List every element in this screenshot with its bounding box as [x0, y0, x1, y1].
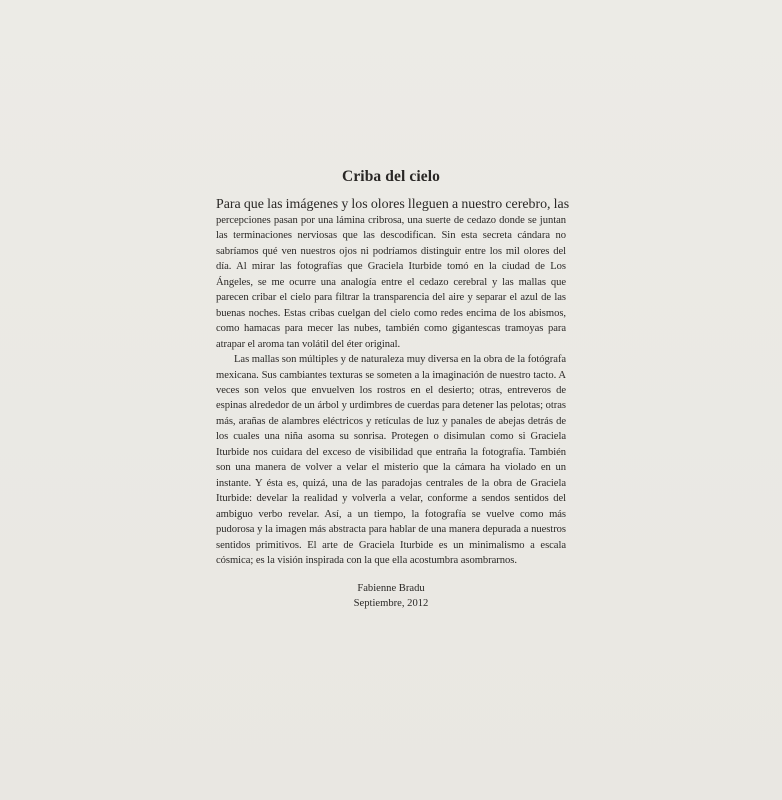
essay-paragraph-1: percepciones pasan por una lámina cribrosa, una suerte de cedazo donde se juntan las terminaciones nerviosas que las descodifican. Sin esta secreta cándara no sabríamos qué ven nuestros ojos ni podríamos distinguir entre los mil olores del día. Al mirar las fotografías que Graciela Iturbide tomó en la ciudad de Los Ángeles, se me ocurre una analogía entre el cedazo cerebral y las mallas que parecen cribar el cielo para filtrar la transparencia del aire y separar el azul de las buenas noches. Estas cribas cuelgan del cielo como redes encima de los abismos, como hamacas para mecer las nubes, también como gigantescas tramoyas para atrapar el aroma tan volátil del éter original.: [216, 215, 566, 350]
essay-text-block: [216, 168, 570, 611]
signature-block: [216, 581, 566, 611]
signature-date: Septiembre, 2012: [353, 598, 429, 610]
essay-lead-line: Para que las imágenes y los olores lleguen a nuestro cerebro, las: [216, 197, 570, 212]
essay-title: Criba del cielo: [342, 168, 440, 185]
essay-paragraph-2: Las mallas son múltiples y de naturaleza muy diversa en la obra de la fotógrafa mexicana. Sus cambiantes texturas se someten a la imaginación de nuestro tacto. A veces son velos que envuelven los rostros en el desierto; otras, entreveros de espinas alrededor de un árbol y urdimbres de cuerdas para detener las pelotas; otras más, arañas de alambres eléctricos y retículas de luz y panales de abejas detrás de los cuales una niña asoma su sonrisa. Protegen o disimulan como si Graciela Iturbide nos cuidara del exceso de visibilidad que entraña la fotografía. También son una manera de volver a velar el misterio que la cámara ha violado en un instante. Y ésta es, quizá, una de las paradojas centrales de la obra de Graciela Iturbide: develar la realidad y volverla a velar, conforme a sendos sentidos del ambiguo verbo revelar. Así, a un tiempo, la fotografía se vuelve como más pudorosa y la imagen más abstracta para hablar de una manera depurada a nuestros sentidos primitivos. El arte de Graciela Iturbide es un minimalismo a escala cósmica; es la visión inspirada con la que ella acostumbra asombrarnos.: [216, 354, 566, 566]
author-name: Fabienne Bradu: [357, 583, 425, 595]
